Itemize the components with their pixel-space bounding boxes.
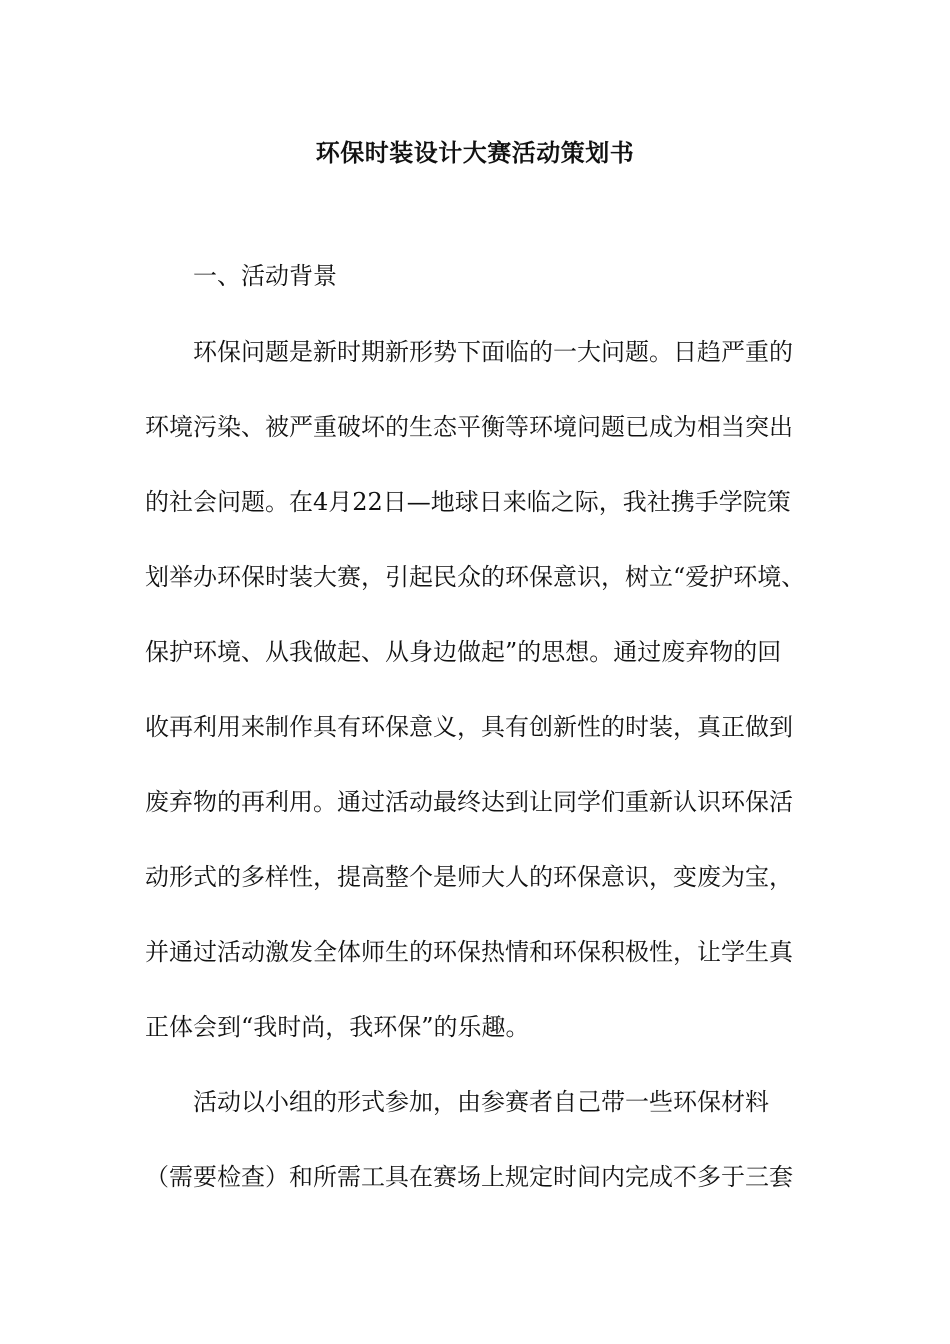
- paragraph-line: 收再利用来制作具有环保意义，具有创新性的时装，真正做到: [145, 713, 793, 741]
- paragraph-line: 并通过活动激发全体师生的环保热情和环保积极性，让学生真: [145, 938, 793, 966]
- paragraph-line: 活动以小组的形式参加，由参赛者自己带一些环保材料: [193, 1088, 769, 1116]
- section-heading: 一、活动背景: [193, 262, 337, 290]
- paragraph-line: 动形式的多样性，提高整个是师大人的环保意识，变废为宝，: [145, 863, 793, 891]
- paragraph-line: 划举办环保时装大赛，引起民众的环保意识，树立“爱护环境、: [145, 563, 806, 591]
- paragraph-line: 环保问题是新时期新形势下面临的一大问题。日趋严重的: [193, 338, 793, 366]
- paragraph-line: 环境污染、被严重破坏的生态平衡等环境问题已成为相当突出: [145, 413, 793, 441]
- paragraph-line: 正体会到“我时尚，我环保”的乐趣。: [145, 1013, 530, 1041]
- paragraph-line: 的社会问题。在4月22日—地球日来临之际，我社携手学院策: [145, 488, 791, 516]
- document-title: 环保时装设计大赛活动策划书: [315, 139, 635, 167]
- paragraph-line: 废弃物的再利用。通过活动最终达到让同学们重新认识环保活: [145, 788, 793, 816]
- paragraph-line: 保护环境、从我做起、从身边做起”的思想。通过废弃物的回: [145, 638, 782, 666]
- paragraph-line: （需要检查）和所需工具在赛场上规定时间内完成不多于三套: [145, 1163, 793, 1191]
